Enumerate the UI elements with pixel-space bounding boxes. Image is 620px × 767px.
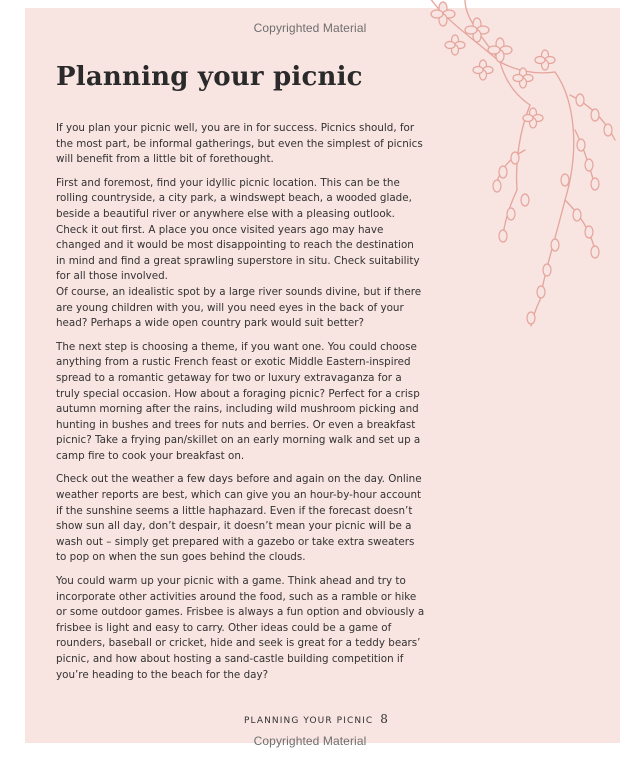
watermark-bottom: Copyrighted Material bbox=[253, 734, 367, 748]
paragraph-location: First and foremost, find your idyllic picnic location. This can be the rolling countryside, a city park, a windswept beach, a wooded glade, beside a beautiful river or anywhere else with a pleasing outlook. Check it out first. A place you once visited years ago may have changed and it would be most disappointing to reach the destination in mind and find a great sprawling superstore in situ. Check suitability for all those involved. bbox=[56, 176, 420, 283]
page-number: 8 bbox=[380, 712, 388, 726]
floral-branch-icon bbox=[405, 0, 620, 330]
watermark-top: Copyrighted Material bbox=[253, 21, 367, 35]
paragraph-theme: The next step is choosing a theme, if you want one. You could choose anything from a rustic French feast or exotic Middle Eastern-inspired spread to a romantic getaway for two or luxury extravaganza for a truly special occasion. How about a foraging picnic? Perfect for a crisp autumn morning after the rains, including wild mushroom picking and hunting in bushes and trees for nuts and berries. Or even a breakfast picnic? Take a frying pan/skillet on an early morning walk and set up a camp fire to cook your breakfast on. bbox=[56, 340, 421, 462]
article-body bbox=[56, 121, 426, 691]
page-footer bbox=[244, 712, 388, 726]
page-title: Planning your picnic bbox=[56, 62, 363, 92]
running-head: PLANNING YOUR PICNIC bbox=[244, 716, 374, 726]
paragraph-location-children: Of course, an idealistic spot by a large river sounds divine, but if there are young children with you, will you need eyes in the back of your head? Perhaps a wide open country park would suit better? bbox=[56, 285, 422, 330]
paragraph-planning: If you plan your picnic well, you are in for success. Picnics should, for the most part, be informal gatherings, but even the simplest of picnics will benefit from a little bit of forethought. bbox=[56, 122, 423, 166]
paragraph-weather: Check out the weather a few days before and again on the day. Online weather reports are best, which can give you an hour-by-hour account if the sunshine seems a little haphazard. Even if the forecast doesn’t show sun all day, don’t despair, it doesn’t mean your picnic will be a wash out – simply get prepared with a gazebo or take extra sweaters to pop on when the sun goes behind the clouds. bbox=[56, 473, 422, 564]
paragraph-games: You could warm up your picnic with a game. Think ahead and try to incorporate other activities around the food, such as a ramble or hike or some outdoor games. Frisbee is always a fun option and obviously a frisbee is light and easy to carry. Other ideas could be a game of rounders, baseball or cricket, hide and seek is great for a teddy bears’ picnic, and how about hosting a sand-castle building competition if you’re heading to the beach for the day? bbox=[56, 575, 425, 681]
